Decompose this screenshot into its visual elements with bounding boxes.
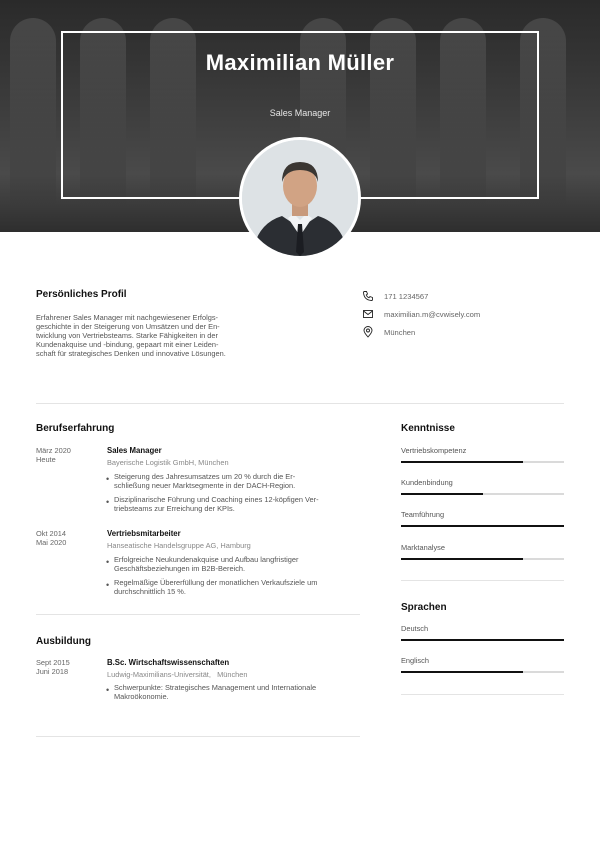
date-to: Mai 2020 (36, 538, 67, 547)
bullet-line: durchschnittlich 15 %. (114, 587, 186, 596)
profile-heading: Persönliches Profil (36, 289, 127, 300)
skill-bar (401, 493, 564, 495)
section-divider (401, 694, 564, 695)
skill-bar (401, 461, 564, 463)
job-date (36, 529, 66, 547)
job-company: Hanseatische Handelsgruppe AG, Hamburg (107, 541, 251, 550)
phone-number[interactable]: 171 1234567 (384, 292, 429, 301)
skill-label: Teamführung (401, 510, 445, 519)
skill-bar (401, 525, 564, 527)
profile-line: Erfahrener Sales Manager mit nachgewiesener Erfolgs- (36, 313, 218, 322)
bullet-line: Schwerpunkte: Strategisches Management und Internationale (114, 683, 317, 692)
section-divider (36, 403, 564, 404)
bullet-line: Disziplinarische Führung und Coaching eines 12-köpfigen Ver- (114, 495, 319, 504)
profile-line: geschichte in der Steigerung von Umsätzen und der En- (36, 322, 220, 331)
mail-icon (362, 308, 374, 320)
location: München (384, 328, 416, 337)
section-divider (36, 736, 360, 737)
job-title: Sales Manager (107, 446, 162, 455)
job-date (36, 446, 71, 464)
job-title: Vertriebsmitarbeiter (107, 529, 181, 538)
bullet-dot: • (106, 685, 110, 695)
section-divider (36, 614, 360, 615)
bullet-line: schließung neuer Marktsegmente in der DACH-Region. (114, 481, 296, 490)
skill-bar-fill (401, 525, 564, 527)
bullet-line: Steigerung des Jahresumsatzes um 20 % durch die Er- (114, 472, 296, 481)
skill-bar (401, 558, 564, 560)
skill-label: Marktanalyse (401, 543, 445, 552)
skill-label: Kundenbindung (401, 478, 453, 487)
skill-bar-fill (401, 558, 523, 560)
languages-heading: Sprachen (401, 602, 447, 613)
phone-icon (362, 290, 374, 302)
skills-heading: Kenntnisse (401, 423, 455, 434)
email-address[interactable]: maximilian.m@cvwisely.com (384, 310, 481, 319)
profile-text (36, 313, 286, 358)
profile-line: twicklung von Vertriebsteams. Starke Fähigkeiten in der (36, 331, 218, 340)
job-bullet (114, 555, 298, 573)
profile-line: Kundenakquise und -bindung, gepaart mit einer Leiden- (36, 340, 219, 349)
language-bar-fill (401, 639, 564, 641)
skill-bar-fill (401, 493, 483, 495)
date-from: Okt 2014 (36, 529, 66, 538)
language-bar (401, 671, 564, 673)
language-bar-fill (401, 671, 523, 673)
bullet-line: Erfolgreiche Neukundenakquise und Aufbau langfristiger (114, 555, 299, 564)
language-bar (401, 639, 564, 641)
language-label: Englisch (401, 656, 429, 665)
experience-heading: Berufserfahrung (36, 423, 115, 434)
bullet-dot: • (106, 557, 110, 567)
profile-photo (239, 137, 361, 259)
date-to: Juni 2018 (36, 667, 69, 676)
job-bullet (114, 472, 295, 490)
skill-label: Vertriebskompetenz (401, 446, 467, 455)
school-name: Ludwig-Maximilians-Universität, München (107, 670, 248, 679)
job-bullet (114, 495, 319, 513)
date-from: Sept 2015 (36, 658, 70, 667)
skill-bar-fill (401, 461, 523, 463)
degree-title: B.Sc. Wirtschaftswissenschaften (107, 658, 230, 667)
job-title: Sales Manager (269, 108, 331, 118)
job-company: Bayerische Logistik GmbH, München (107, 458, 229, 467)
education-date (36, 658, 70, 676)
location-pin-icon (362, 326, 374, 338)
date-to: Heute (36, 455, 56, 464)
bullet-line: Regelmäßige Übererfüllung der monatlichen Verkaufsziele um (114, 578, 318, 587)
bullet-line: triebsteams zur Erreichung der KPIs. (114, 504, 235, 513)
date-from: März 2020 (36, 446, 71, 455)
candidate-name: Maximilian Müller (205, 50, 395, 75)
bullet-dot: • (106, 580, 110, 590)
bullet-line: Makroökonomie. (114, 692, 169, 701)
language-label: Deutsch (401, 624, 429, 633)
job-bullet (114, 578, 317, 596)
profile-line: schaft für strategisches Denken und innovative Lösungen. (36, 349, 226, 358)
bullet-dot: • (106, 497, 110, 507)
education-heading: Ausbildung (36, 636, 91, 647)
bullet-line: Geschäftsbeziehungen im B2B-Bereich. (114, 564, 246, 573)
bullet-dot: • (106, 474, 110, 484)
education-bullet (114, 683, 316, 701)
section-divider (401, 580, 564, 581)
